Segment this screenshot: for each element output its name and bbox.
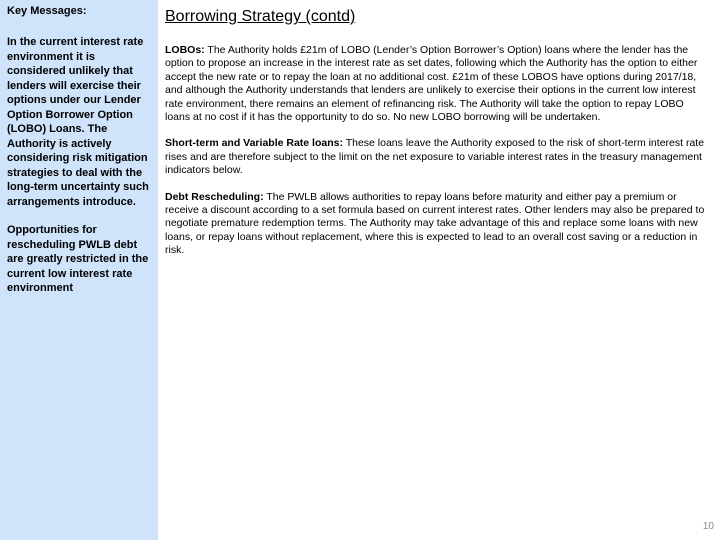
debt-rescheduling-lead: Debt Rescheduling:: [165, 190, 264, 203]
short-term-paragraph: [165, 137, 710, 177]
page-title: Borrowing Strategy (contd): [165, 8, 356, 25]
key-message-lobo: In the current interest rate environment it is considered unlikely that lenders will exercise their options under our Lender Option Borrower Option (LOBO) Loans. The Authority is actively considering risk mitigation strategies to deal with the long-term uncertainty such arrangements introduce.: [7, 36, 149, 208]
short-term-lead: Short-term and Variable Rate loans:: [165, 137, 343, 150]
lobos-text: The Authority holds £21m of LOBO (Lender’s Option Borrower’s Option) loans where the lender has the option to propose an increase in the interest rate as set dates, following which the Authority has the option to either accept the new rate or to repay the loan at no additional cost. £21m of these LOBOS have options during 2017/18, and although the Authority understands that lenders are unlikely to exercise their options in the current low interest rate environment, there remains an element of refinancing risk. The Authority will take the option to repay LOBO loans at no cost if it has the opportunity to do so. No new LOBO borrowing will be undertaken.: [165, 44, 698, 124]
lobos-paragraph: [165, 44, 710, 124]
page-number: 10: [702, 521, 714, 532]
body-text: [165, 44, 710, 271]
key-messages-sidebar: [0, 0, 158, 540]
lobos-lead: LOBOs:: [165, 44, 205, 56]
key-messages-heading: Key Messages:: [7, 5, 87, 17]
debt-rescheduling-text: The PWLB allows authorities to repay loans before maturity and either pay a premium or receive a discount according to a set formula based on current interest rates. Other lenders may also be prepared to negotiate premature redemption terms. The Authority may take advantage of this and replace some loans with new loans, or repay loans without replacement, where this is expected to lead to an overall cost saving or a reduction in risk.: [165, 190, 705, 257]
debt-rescheduling-paragraph: [165, 191, 710, 258]
short-term-text: These loans leave the Authority exposed to the risk of short-term interest rate rises and are therefore subject to the limit on the net exposure to variable interest rates in the treasury management indicators below.: [165, 137, 705, 177]
key-message-rescheduling: Opportunities for rescheduling PWLB debt are greatly restricted in the current low interest rate environment: [7, 224, 149, 294]
